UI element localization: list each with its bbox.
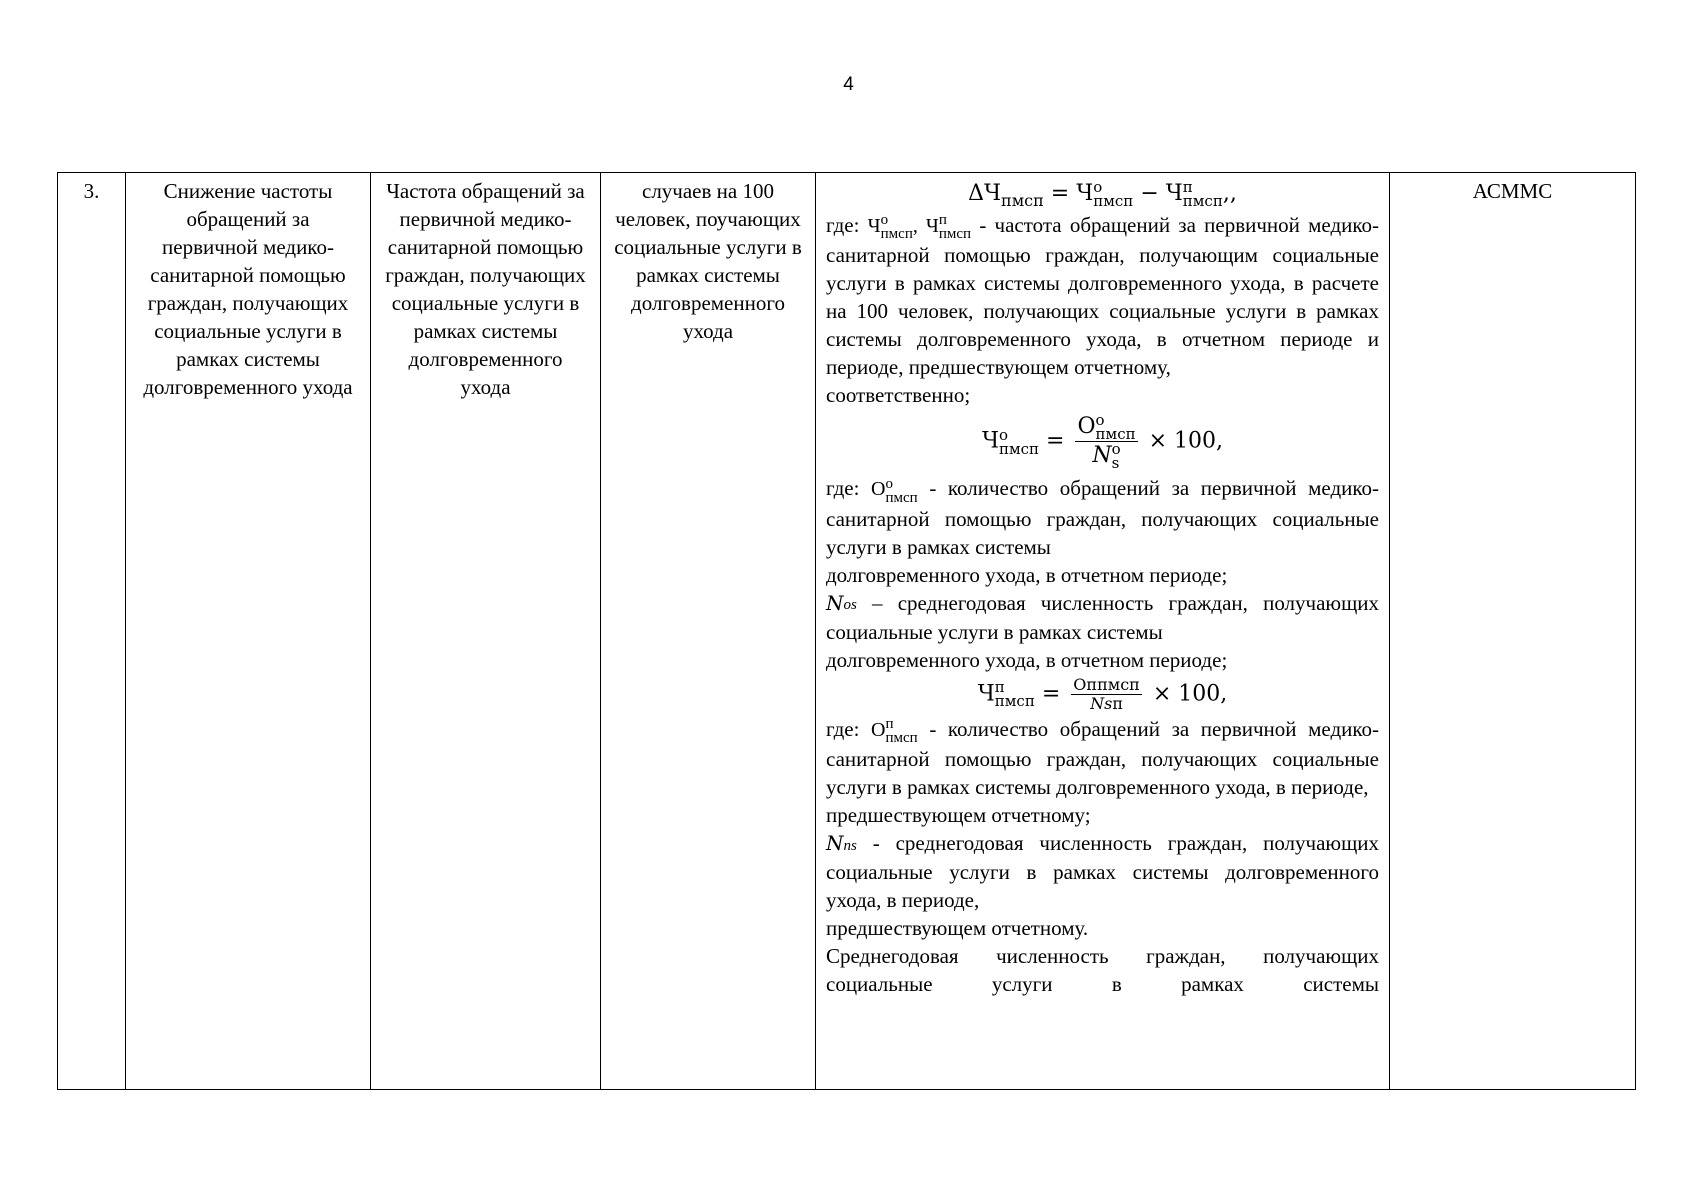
unit-cell — [601, 173, 816, 1090]
definition-6: Среднегодовая численность граждан, получающих социальные услуги в рамках системы — [826, 944, 1379, 997]
row-number: 3. — [83, 179, 100, 203]
definition-4-end: предшествующем отчетному; — [826, 803, 1091, 828]
definition-2-end: долговременного ухода, в отчетном периоде; — [826, 562, 1228, 587]
definition-1: где: Ч о пмсп , Ч п пмсп - частота обращений за первичной медико-санитарной помощью граждан, получающим социальные услуги в рамках системы долговременного ухода, в расчете на 100 человек, получающих социальные услуги в рамках системы долговременного ухода, в отчетном периоде и периоде, предшествующем отчетному, — [826, 212, 1380, 380]
indicator-text: Частота обращений за первичной медико-санитарной помощью граждан, получающих социальные услуги в рамках системы долговременного ухода — [385, 179, 586, 399]
formula-current: Ч о пмсп = O о пмсп N о s × 100, — [981, 411, 1224, 473]
page-number: 4 — [843, 74, 854, 95]
definition-5-end: предшествующем отчетному. — [826, 916, 1089, 941]
unit-text: случаев на 100 человек, поучающих социальные услуги в рамках системы долговременного ухода — [614, 179, 802, 343]
indicator-table — [57, 172, 1636, 1090]
source-text: АСММС — [1472, 179, 1553, 203]
definition-5: Nns - среднегодовая численность граждан, получающих социальные услуги в рамках системы долговременного ухода, в периоде, — [826, 831, 1380, 913]
indicator-cell — [371, 173, 601, 1090]
method-cell — [816, 173, 1390, 1090]
definition-2: где: O о пмсп - количество обращений за первичной медико-санитарной помощью граждан, получающих социальные услуги в рамках системы — [826, 475, 1380, 559]
source-cell — [1390, 173, 1636, 1090]
table-row — [58, 173, 1636, 1090]
definition-3-end: долговременного ухода, в отчетном периоде; — [826, 647, 1228, 672]
definition-4: где: O п пмсп - количество обращений за первичной медико-санитарной помощью граждан, получающих социальные услуги в рамках системы долговременного ухода, в периоде, — [826, 716, 1380, 800]
definition-3: Nos – среднегодовая численность граждан, получающих социальные услуги в рамках системы — [826, 590, 1380, 644]
row-number-cell — [58, 173, 126, 1090]
definition-1-end: соответственно; — [826, 383, 971, 408]
task-cell — [126, 173, 371, 1090]
task-text: Снижение частоты обращений за первичной медико-санитарной помощью граждан, получающих социальные услуги в рамках системы долговременного ухода — [143, 179, 353, 399]
formula-previous: Ч п пмсп = $\frac{\text{Oппмсп}}{\text{Nsп}}$ × 100, — [977, 674, 1228, 713]
formula-delta: $\Delta Ч_{пмсп} = Ч$ о пмсп − Ч п пмсп ,, — [968, 178, 1237, 210]
